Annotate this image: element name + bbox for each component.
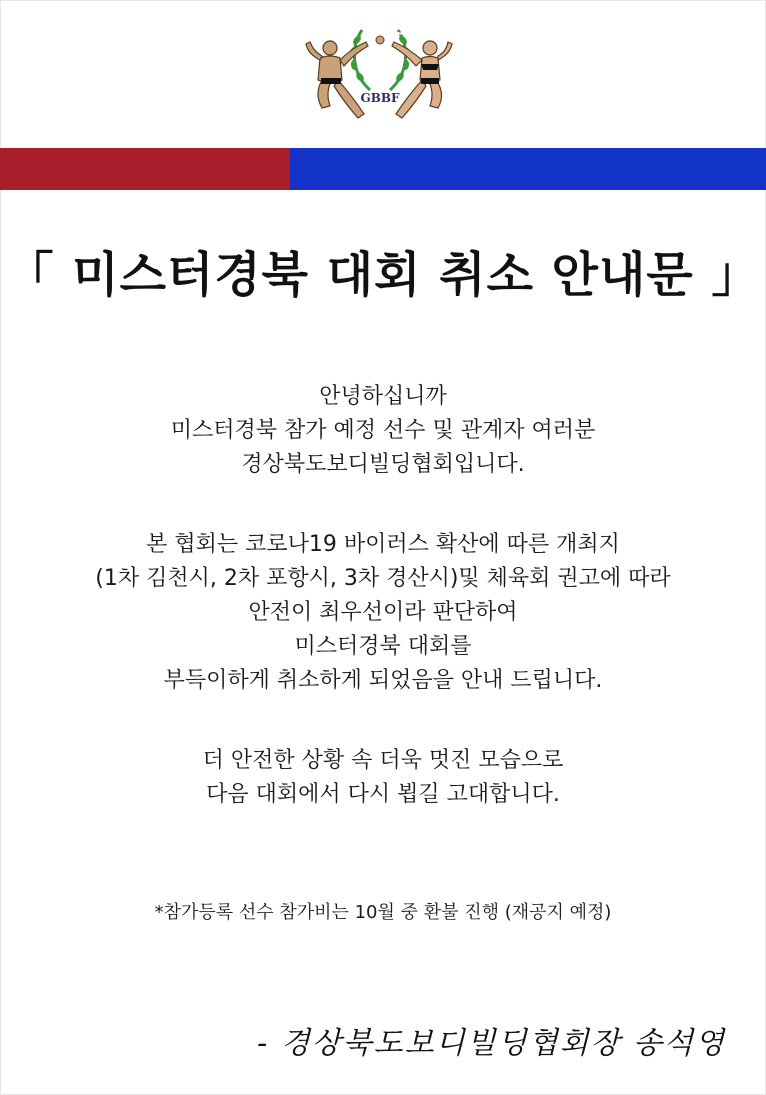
page-title: 「 미스터경북 대회 취소 안내문 」 — [5, 247, 761, 303]
paragraph-line: 더 안전한 상황 속 더욱 멋진 모습으로 — [202, 748, 564, 773]
paragraph-line: 다음 대회에서 다시 뵙길 고대합니다. — [206, 782, 560, 807]
refund-note: *참가등록 선수 참가비는 10월 중 환불 진행 (재공지 예정) — [154, 902, 612, 923]
banner-text: Gyeongbuk Bodybuilding & Fitness Federation — [67, 5, 699, 36]
paragraph-line: (1차 김천시, 2차 포항시, 3차 경산시)및 체육회 권고에 따라 — [95, 566, 671, 591]
paragraph-line: 미스터경북 참가 예정 선수 및 관계자 여러분 — [170, 418, 596, 443]
paragraph-line: 경상북도보디빌딩협회입니다. — [241, 452, 525, 477]
paragraph-line: 부득이하게 취소하게 되었음을 안내 드립니다. — [163, 668, 603, 693]
paragraph-line: 미스터경북 대회를 — [294, 634, 472, 659]
federation-banner — [0, 148, 766, 190]
signature: - 경상북도보디빌딩협회장 송석영 — [257, 1026, 726, 1061]
svg-text:GBBF: GBBF — [360, 91, 400, 105]
cancellation-paragraph — [0, 528, 766, 698]
closing-paragraph — [0, 744, 766, 812]
paragraph-line: 안녕하십니까 — [319, 384, 447, 409]
greeting-paragraph — [0, 380, 766, 482]
paragraph-line: 안전이 최우선이라 판단하여 — [248, 600, 518, 625]
banner-blue-segment — [290, 148, 766, 190]
banner-red-segment — [0, 148, 290, 190]
paragraph-line: 본 협회는 코로나19 바이러스 확산에 따른 개최지 — [146, 532, 620, 557]
